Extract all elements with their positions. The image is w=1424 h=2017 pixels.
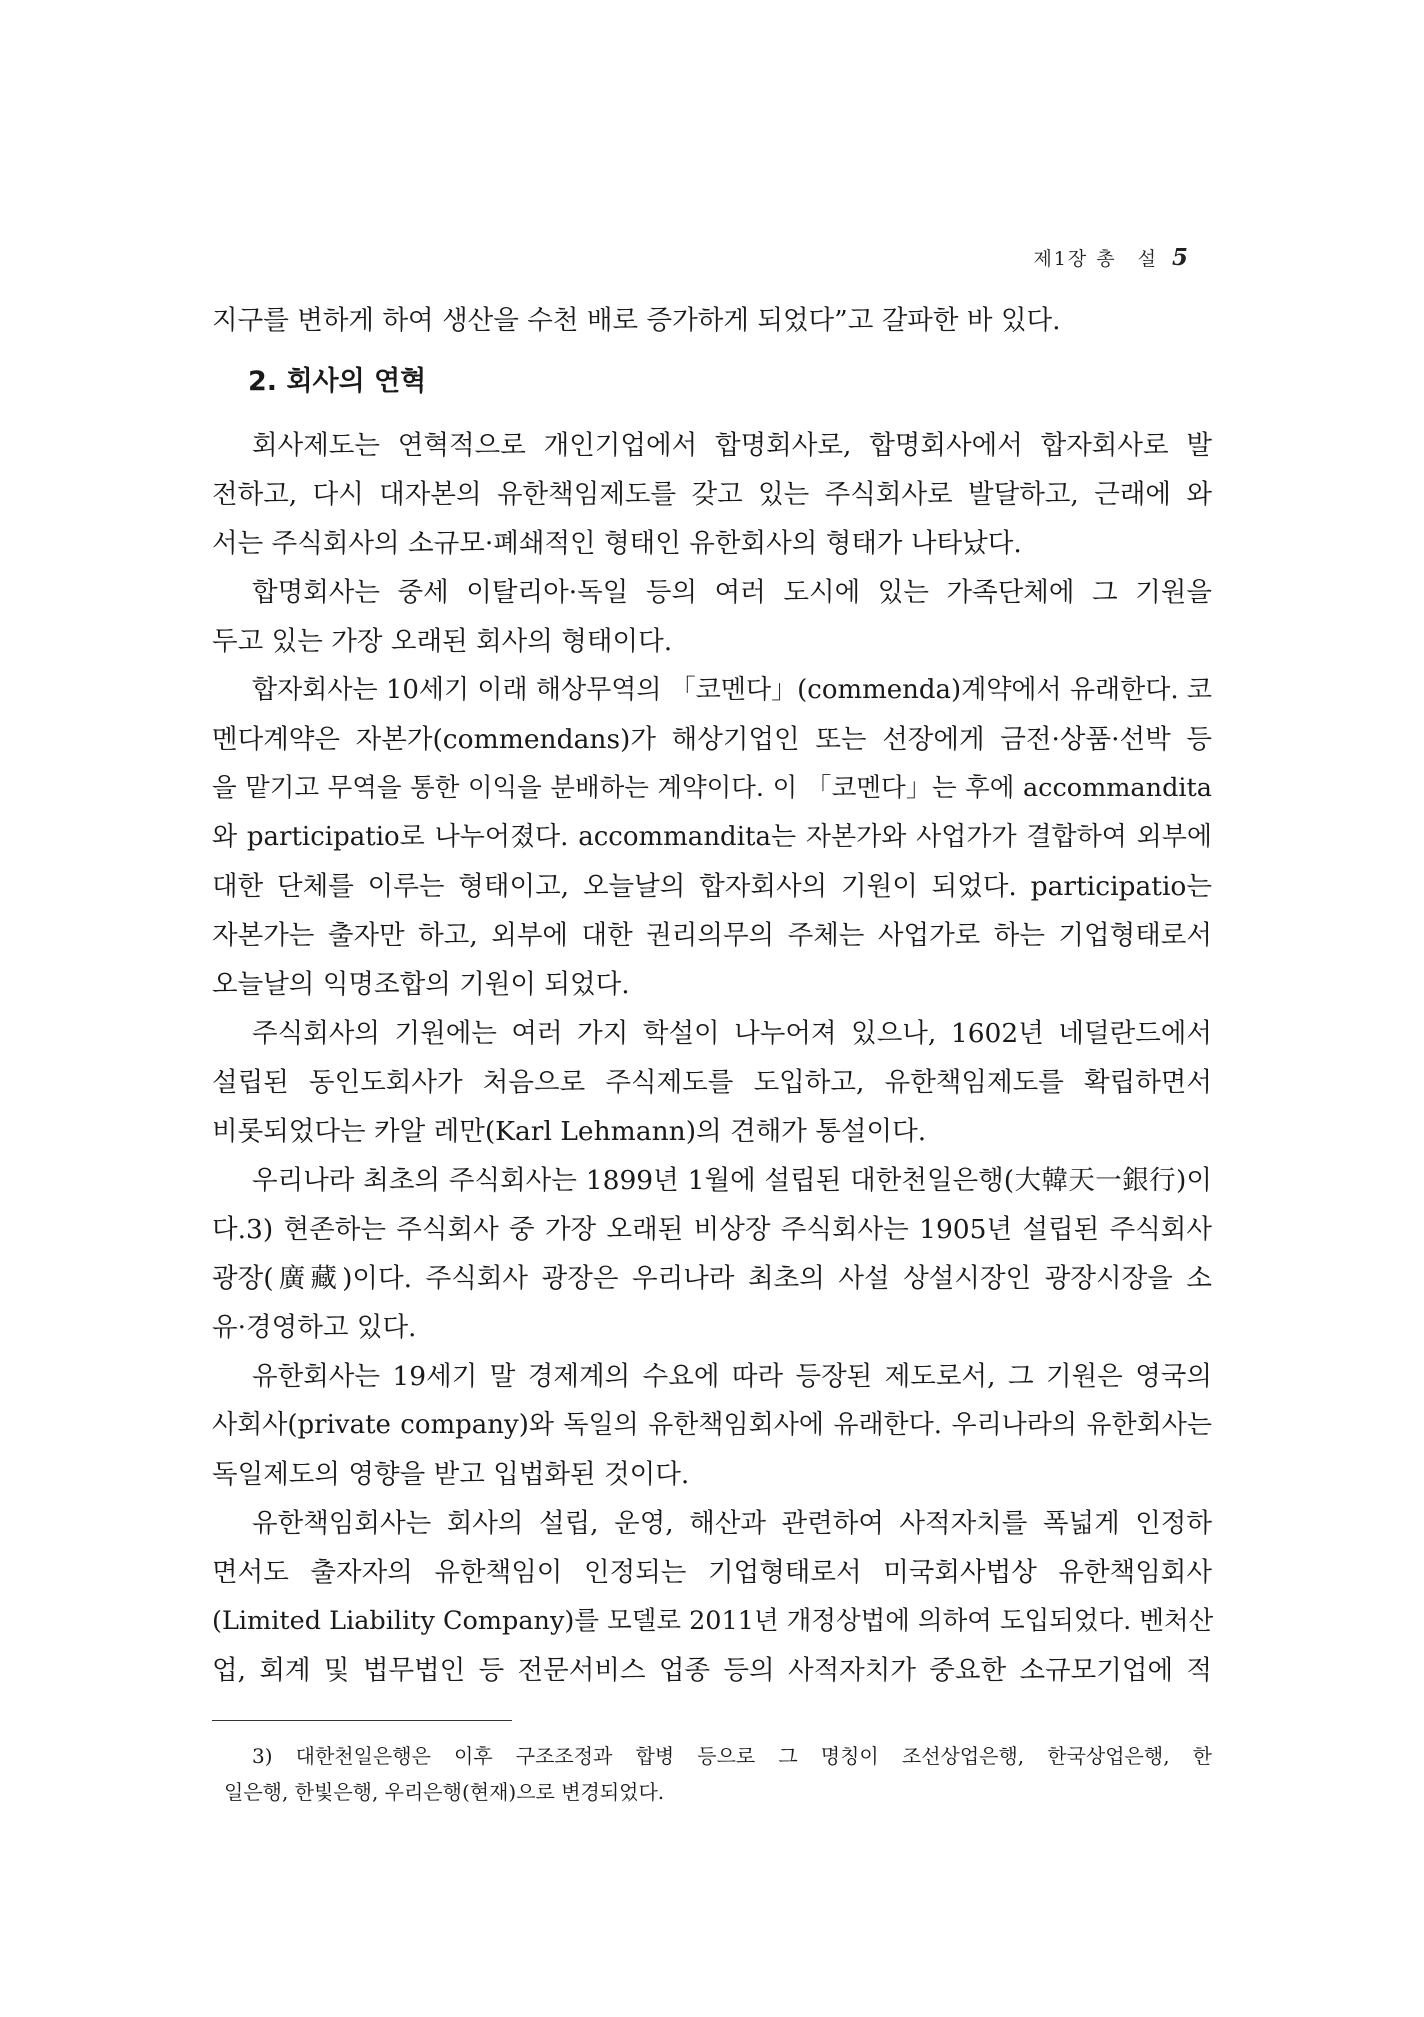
text-line: 광장(廣藏)이다. 주식회사 광장은 우리나라 최초의 사설 상설시장인 광장시장을 소: [212, 1263, 1212, 1294]
section-heading: 2. 회사의 연혁: [248, 366, 427, 397]
text-line: 오늘날의 익명조합의 기원이 되었다.: [212, 969, 630, 1000]
text-line: 와 participatio로 나누어졌다. accommandita는 자본가와 사업가가 결합하여 외부에: [212, 822, 1212, 852]
text-line: 합자회사는 10세기 이래 해상무역의 「코멘다」(commenda)계약에서 유래한다. 코: [252, 675, 1213, 705]
text-line: 사회사(private company)와 독일의 유한책임회사에 유래한다. 우리나라의 유한회사는: [212, 1410, 1212, 1440]
text-line: 우리나라 최초의 주식회사는 1899년 1월에 설립된 대한천일은행(大韓天一銀行)이: [252, 1165, 1212, 1196]
body-text: [212, 296, 1212, 1695]
text-line: 유한책임회사는 회사의 설립, 운영, 해산과 관련하여 사적자치를 폭넓게 인정하: [252, 1508, 1212, 1539]
chapter-title: 제1장 총 설: [1033, 248, 1158, 270]
text-line: 업, 회계 및 법무법인 등 전문서비스 업종 등의 사적자치가 중요한 소규모기업에 적: [212, 1655, 1212, 1686]
text-line: 면서도 출자자의 유한책임이 인정되는 기업형태로서 미국회사법상 유한책임회사: [212, 1557, 1212, 1588]
text-line: 자본가는 출자만 하고, 외부에 대한 권리의무의 주체는 사업가로 하는 기업형태로서: [212, 920, 1212, 951]
text-line: (Limited Liability Company)를 모델로 2011년 개정상법에 의하여 도입되었다. 벤처산: [212, 1606, 1214, 1636]
text-line: 서는 주식회사의 소규모·폐쇄적인 형태인 유한회사의 형태가 나타났다.: [212, 528, 1022, 559]
footnote-line: 일은행, 한빛은행, 우리은행(현재)으로 변경되었다.: [224, 1780, 665, 1804]
text-line: 독일제도의 영향을 받고 입법화된 것이다.: [212, 1459, 690, 1490]
text-line: 두고 있는 가장 오래된 회사의 형태이다.: [212, 626, 673, 657]
text-line: 지구를 변하게 하여 생산을 수천 배로 증가하게 되었다”고 갈파한 바 있다.: [212, 305, 1061, 336]
text-line: 합명회사는 중세 이탈리아·독일 등의 여러 도시에 있는 가족단체에 그 기원을: [252, 577, 1212, 608]
text-line: 설립된 동인도회사가 처음으로 주식제도를 도입하고, 유한책임제도를 확립하면서: [212, 1067, 1212, 1098]
text-line: 비롯되었다는 카알 레만(Karl Lehmann)의 견해가 통설이다.: [212, 1116, 927, 1147]
text-line: 회사제도는 연혁적으로 개인기업에서 합명회사로, 합명회사에서 합자회사로 발: [252, 430, 1212, 461]
running-header: [1033, 244, 1188, 271]
footnote-line: 3) 대한천일은행은 이후 구조조정과 합병 등으로 그 명칭이 조선상업은행, 한국상업은행, 한: [252, 1744, 1212, 1768]
footnote-divider: [212, 1720, 512, 1721]
text-line: 유·경영하고 있다.: [212, 1312, 417, 1343]
footnotes: [212, 1738, 1212, 1810]
text-line: 주식회사의 기원에는 여러 가지 학설이 나누어져 있으나, 1602년 네덜란드에서: [252, 1018, 1212, 1049]
page-number: 5: [1171, 244, 1188, 271]
text-line: 전하고, 다시 대자본의 유한책임제도를 갖고 있는 주식회사로 발달하고, 근래에 와: [212, 479, 1212, 510]
text-line: 다.3) 현존하는 주식회사 중 가장 오래된 비상장 주식회사는 1905년 설립된 주식회사: [212, 1214, 1212, 1245]
text-line: 유한회사는 19세기 말 경제계의 수요에 따라 등장된 제도로서, 그 기원은 영국의: [252, 1361, 1212, 1392]
text-line: 대한 단체를 이루는 형태이고, 오늘날의 합자회사의 기원이 되었다. participatio는: [212, 871, 1212, 902]
text-line: 멘다계약은 자본가(commendans)가 해상기업인 또는 선장에게 금전·상품·선박 등: [212, 724, 1212, 755]
text-line: 을 맡기고 무역을 통한 이익을 분배하는 계약이다. 이 「코멘다」는 후에 accommandita: [212, 773, 1212, 803]
